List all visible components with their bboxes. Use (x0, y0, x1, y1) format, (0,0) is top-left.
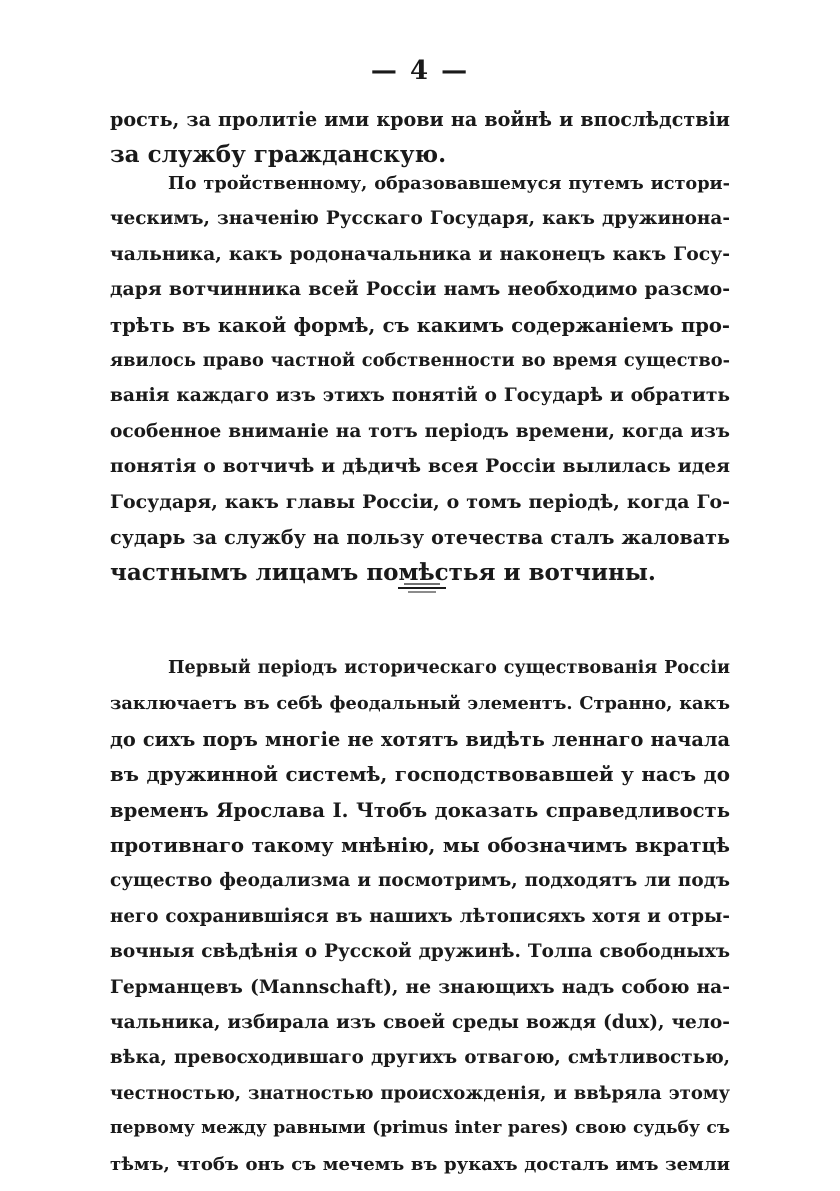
text-line: рость, за пролитіе ими крови на войнѣ и впослѣдствіи (110, 108, 730, 131)
double-rule-ornament-icon (398, 580, 446, 594)
paragraph-sovereign-concepts (110, 166, 730, 591)
text-line: даря вотчинника всей Россіи намъ необходимо разсмо- (110, 278, 730, 301)
text-line: въ дружинной системѣ, господствовавшей у насъ до (110, 762, 730, 787)
text-line: Германцевъ (Mannschaft), не знающихъ надъ собою на- (110, 975, 730, 998)
paragraph-continuation (110, 102, 730, 173)
text-line: ческимъ, значенію Русскаго Государя, какъ дружинона- (110, 208, 730, 230)
text-line: вочныя свѣдѣнія о Русской дружинѣ. Толпа свободныхъ (110, 941, 730, 963)
paragraph-feudal-period (110, 651, 730, 1182)
text-line: частнымъ лицамъ помѣстья и вотчины. (110, 559, 656, 587)
text-line: трѣть въ какой формѣ, съ какимъ содержаніемъ про- (110, 313, 730, 337)
text-line: противнаго такому мнѣнію, мы обозначимъ вкратцѣ (110, 834, 730, 858)
text-line: чальника, избирала изъ своей среды вождя (dux), чело- (110, 1012, 730, 1034)
text-line: чальника, какъ родоначальника и наконецъ какъ Госу- (110, 242, 730, 265)
text-line: существо феодализма и посмотримъ, подходятъ ли подъ (110, 870, 730, 892)
text-line: него сохранившіяся въ нашихъ лѣтописяхъ хотя и отры- (110, 905, 730, 927)
text-line: временъ Ярослава I. Чтобъ доказать справедливость (110, 798, 730, 822)
text-line: особенное вниманіе на тотъ періодъ времени, когда изъ (110, 420, 730, 442)
text-line: первому между равными (primus inter pares) свою судьбу съ (110, 1118, 730, 1139)
text-line: Государя, какъ главы Россіи, о томъ періодѣ, когда Го- (110, 490, 730, 513)
text-line: явилось право частной собственности во время существо- (110, 350, 730, 372)
text-line: честностью, знатностью происхожденія, и ввѣряла этому (110, 1082, 730, 1104)
text-line: до сихъ поръ многіе не хотятъ видѣть леннаго начала (110, 727, 730, 751)
text-line: ванія каждаго изъ этихъ понятій о Государѣ и обратить (110, 385, 730, 407)
text-line: Первый періодъ историческаго существованія Россіи (168, 658, 730, 678)
text-line: вѣка, превосходившаго другихъ отвагою, смѣтливостью, (110, 1047, 730, 1069)
text-line: понятія о вотчичѣ и дѣдичѣ всея Россіи вылилась идея (110, 455, 730, 478)
text-line: тѣмъ, чтобъ онъ съ мечемъ въ рукахъ досталъ имъ земли (110, 1153, 730, 1175)
text-line: По тройственному, образовавшемуся путемъ истори- (168, 173, 730, 194)
text-line: за службу гражданскую. (110, 141, 447, 169)
page-number: — 4 — (370, 56, 470, 86)
text-line: заключаетъ въ себѣ феодальный элементъ. Странно, какъ (110, 693, 730, 715)
text-line: сударь за службу на пользу отечества сталъ жаловать (110, 526, 730, 550)
